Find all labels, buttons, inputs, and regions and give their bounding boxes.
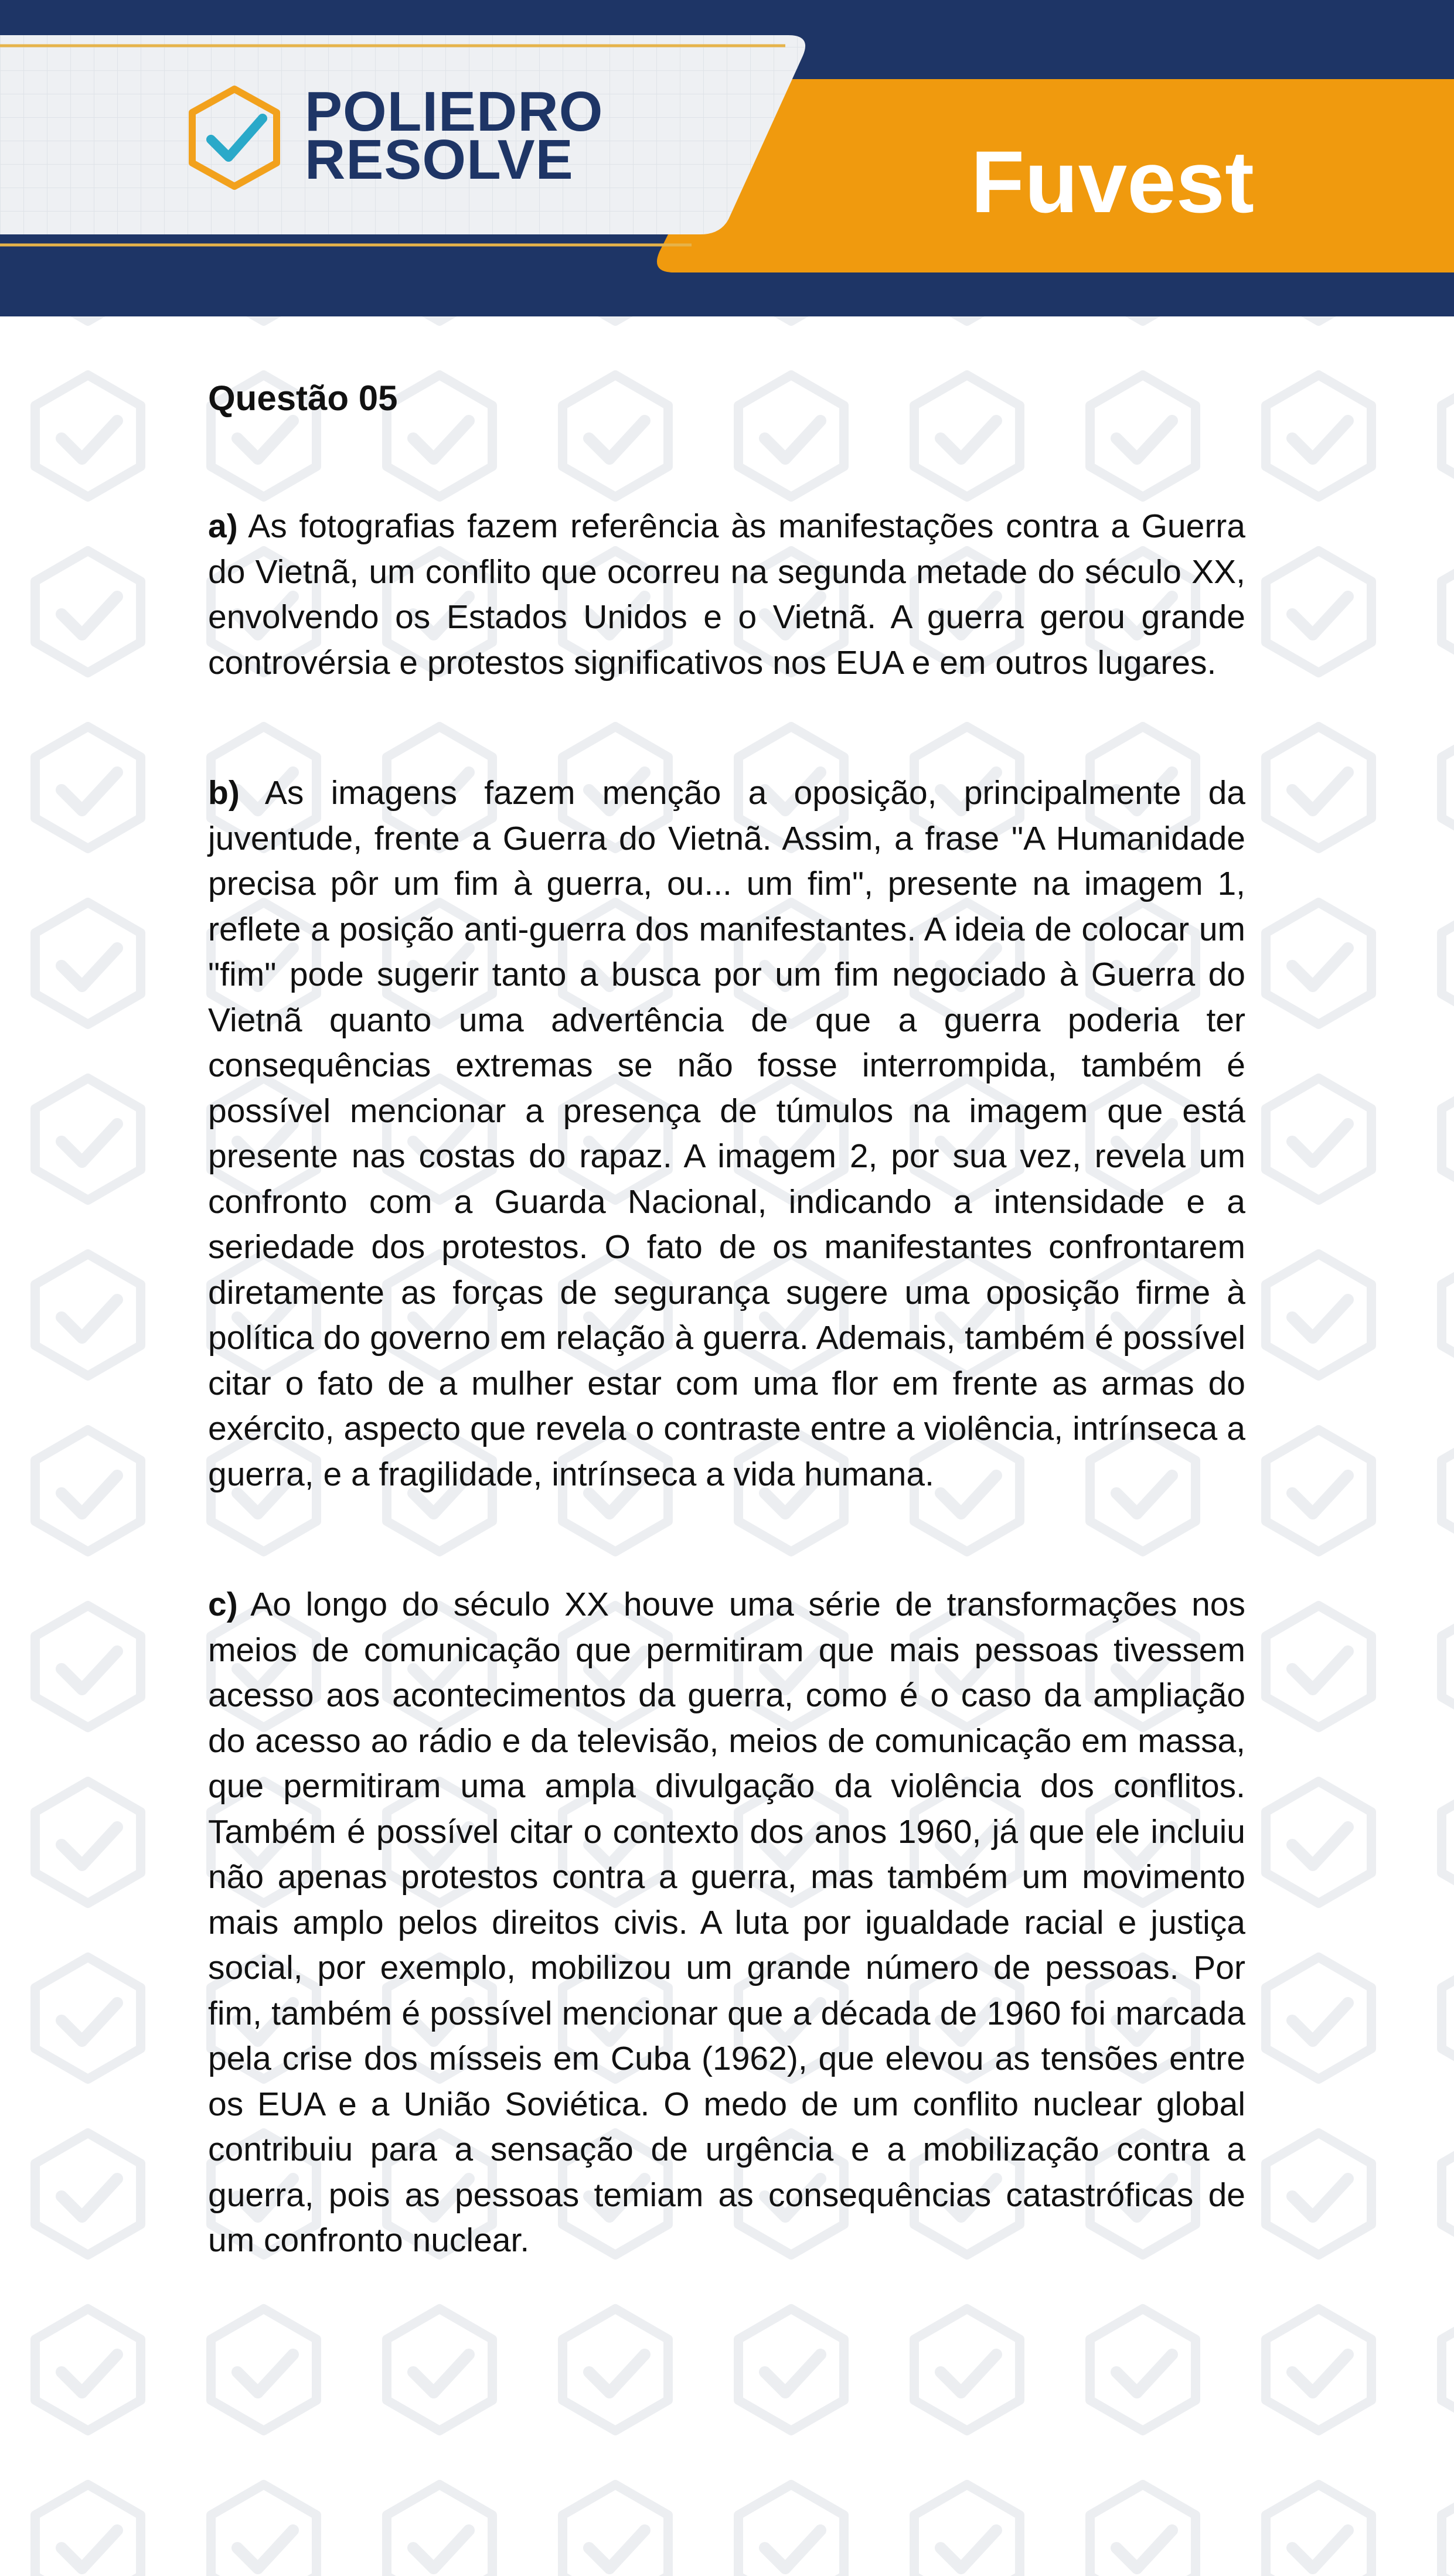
answer-letter: b)	[208, 774, 240, 812]
brand-line-1: POLIEDRO	[305, 80, 604, 143]
answer-letter: c)	[208, 1586, 238, 1623]
answer-b	[208, 771, 1245, 1497]
answer-a	[208, 504, 1245, 686]
answer-letter: a)	[208, 507, 238, 545]
answer-text: As imagens fazem menção a oposição, principalmente da juventude, frente a Guerra do Vietnã. Assim, a frase "A Humanidade precisa pôr um fim à guerra, ou... um fim", presente na imagem 1, reflete a posição anti-guerra dos manifestantes. A ideia de colocar um "fim" pode sugerir tanto a busca por um fim negociado à Guerra do Vietnã quanto uma advertência de que a guerra poderia ter consequências extremas se não fosse interrompida, também é possível mencionar a presença de túmulos na imagem que está presente nas costas do rapaz. A imagem 2, por sua vez, revela um confronto com a Guarda Nacional, indicando a intensidade e a seriedade dos protestos. O fato de os manifestantes confrontarem diretamente as forças de segurança sugere uma oposição firme à política do governo em relação à guerra. Ademais, também é possível citar o fato de a mulher estar com uma flor em frente as armas do exército, aspecto que revela o contraste entre a violência, intrínseca a guerra, e a fragilidade, intrínseca a vida humana.	[208, 774, 1246, 1493]
check-hexagon-icon	[182, 82, 287, 193]
question-content	[208, 375, 1245, 2349]
answer-c	[208, 1582, 1245, 2264]
question-title: Questão 05	[208, 379, 398, 418]
brand-line-2: RESOLVE	[305, 128, 574, 191]
exam-title: Fuvest	[971, 132, 1254, 231]
answer-text: As fotografias fazem referência às manifestações contra a Guerra do Vietnã, um conflito que ocorreu na segunda metade do século XX, envolvendo os Estados Unidos e o Vietnã. A guerra gerou grande controvérsia e protestos significativos nos EUA e em outros lugares.	[208, 507, 1245, 682]
brand-logo-text	[305, 80, 604, 191]
answer-text: Ao longo do século XX houve uma série de transformações nos meios de comunicação que permitiram que mais pessoas tivessem acesso aos acontecimentos da guerra, como é o caso da ampliação do acesso ao rádio e da televisão, meios de comunicação em massa, que permitiram uma ampla divulgação da violência dos conflitos. Também é possível citar o contexto dos anos 1960, já que ele incluiu não apenas protestos contra a guerra, mas também um movimento mais amplo pelos direitos civis. A luta por igualdade racial e justiça social, por exemplo, mobilizou um grande número de pessoas. Por fim, também é possível mencionar que a década de 1960 foi marcada pela crise dos mísseis em Cuba (1962), que elevou as tensões entre os EUA e a União Soviética. O medo de um conflito nuclear global contribuiu para a sensação de urgência e a mobilização contra a guerra, pois as pessoas temiam as consequências catastróficas de um confronto nuclear.	[208, 1586, 1245, 2259]
